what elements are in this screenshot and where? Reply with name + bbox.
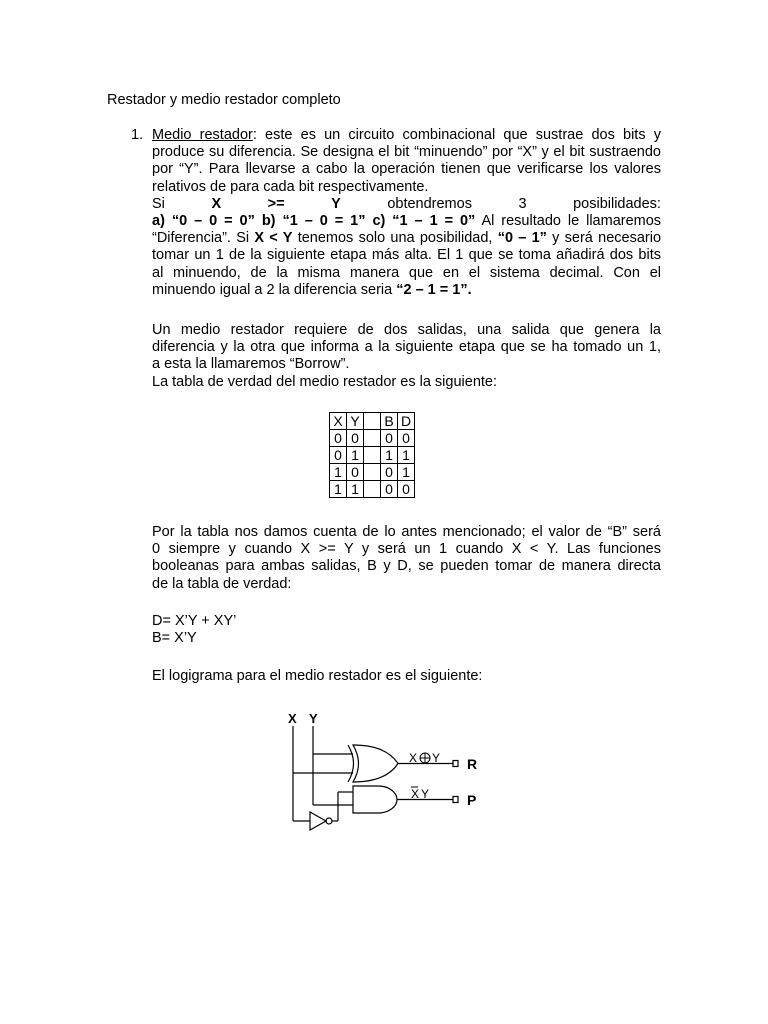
p2-line-3: a esta la llamaremos “Borrow”. <box>152 356 350 373</box>
paragraph-logigrama <box>152 668 661 685</box>
half-subtractor-logigram <box>280 708 490 833</box>
table-row: 1 1 0 0 <box>330 481 415 498</box>
input-y-label: Y <box>309 711 318 726</box>
section-number: 1. <box>131 127 144 143</box>
p1-line-4: relativos de para cada bit respectivamente. <box>152 178 429 195</box>
xor-symbol-icon <box>420 753 430 763</box>
p1-line-9: al minuendo, de la misma manera que en el sistema decimal. Con el <box>152 264 661 281</box>
xor-label-x: X <box>409 751 418 765</box>
truth-table <box>329 412 415 498</box>
p2-line-4: La tabla de verdad del medio restador es la siguiente: <box>152 373 497 390</box>
p1-line-1: Medio restador: este es un circuito combinacional que sustrae dos bits y <box>152 127 661 143</box>
not-gate <box>310 812 332 830</box>
paragraph-salidas <box>152 322 661 391</box>
p3-line-1: Por la tabla nos damos cuenta de lo antes mencionado; el valor de “B” será <box>152 524 661 540</box>
p1-line-6: a) “0 – 0 = 0” b) “1 – 0 = 1” c) “1 – 1 = 0” Al resultado le llamaremos <box>152 213 662 230</box>
equation-b: B= X’Y <box>152 630 197 647</box>
paragraph-medio-restador <box>152 127 661 299</box>
p2-line-1: Un medio restador requiere de dos salidas, una salida que genera la <box>152 322 661 338</box>
xor-gate <box>348 745 398 782</box>
table-row: 0 1 1 1 <box>330 447 415 464</box>
equation-d: D= X’Y + XY’ <box>152 613 237 629</box>
and-label-y: Y <box>421 787 430 801</box>
paragraph-funciones <box>152 524 661 593</box>
truth-table-header <box>330 413 415 430</box>
output-r-label: R <box>467 756 478 772</box>
header-x: X <box>330 413 347 430</box>
output-p-label: P <box>467 792 477 808</box>
p3-line-2: 0 siempre y cuando X >= Y y será un 1 cuando X < Y. Las funciones <box>152 541 661 558</box>
and-label-x: X <box>411 787 420 801</box>
p1-line-si: Si X >= Y obtendremos 3 posibilidades: <box>152 195 661 212</box>
header-gap <box>364 413 381 430</box>
p4-line-1: El logigrama para el medio restador es el siguiente: <box>152 668 483 684</box>
and-gate <box>353 786 397 813</box>
p1-line-7: “Diferencia”. Si X < Y tenemos solo una posibilidad, “0 – 1” y será necesario <box>152 230 662 247</box>
p3-line-4: de la tabla de verdad: <box>152 575 292 592</box>
header-b: B <box>381 413 398 430</box>
p3-line-3: booleanas para ambas salidas, B y D, se pueden tomar de manera directa <box>152 558 661 575</box>
section-heading: Medio restador <box>152 127 253 143</box>
header-d: D <box>398 413 415 430</box>
equations <box>152 613 661 647</box>
xor-label-y: Y <box>432 751 441 765</box>
p1-line-3: por “Y”. Para llevarse a cabo la operación tienen que verificarse los valores <box>152 161 661 178</box>
table-row: 0 0 0 0 <box>330 430 415 447</box>
document-title: Restador y medio restador completo <box>107 92 341 108</box>
p1-line-10: minuendo igual a 2 la diferencia seria “2 – 1 = 1”. <box>152 281 472 298</box>
p2-line-2: diferencia y la otra que informa a la siguiente etapa que se ha tomado un 1, <box>152 339 661 356</box>
p1-line-8: tomar un 1 de la siguiente etapa más alta. El 1 que se toma añadirá dos bits <box>152 247 661 264</box>
p1-line-2: produce su diferencia. Se designa el bit “minuendo” por “X” y el bit sustraendo <box>152 144 661 161</box>
input-x-label: X <box>288 711 297 726</box>
header-y: Y <box>347 413 364 430</box>
table-row: 1 0 0 1 <box>330 464 415 481</box>
